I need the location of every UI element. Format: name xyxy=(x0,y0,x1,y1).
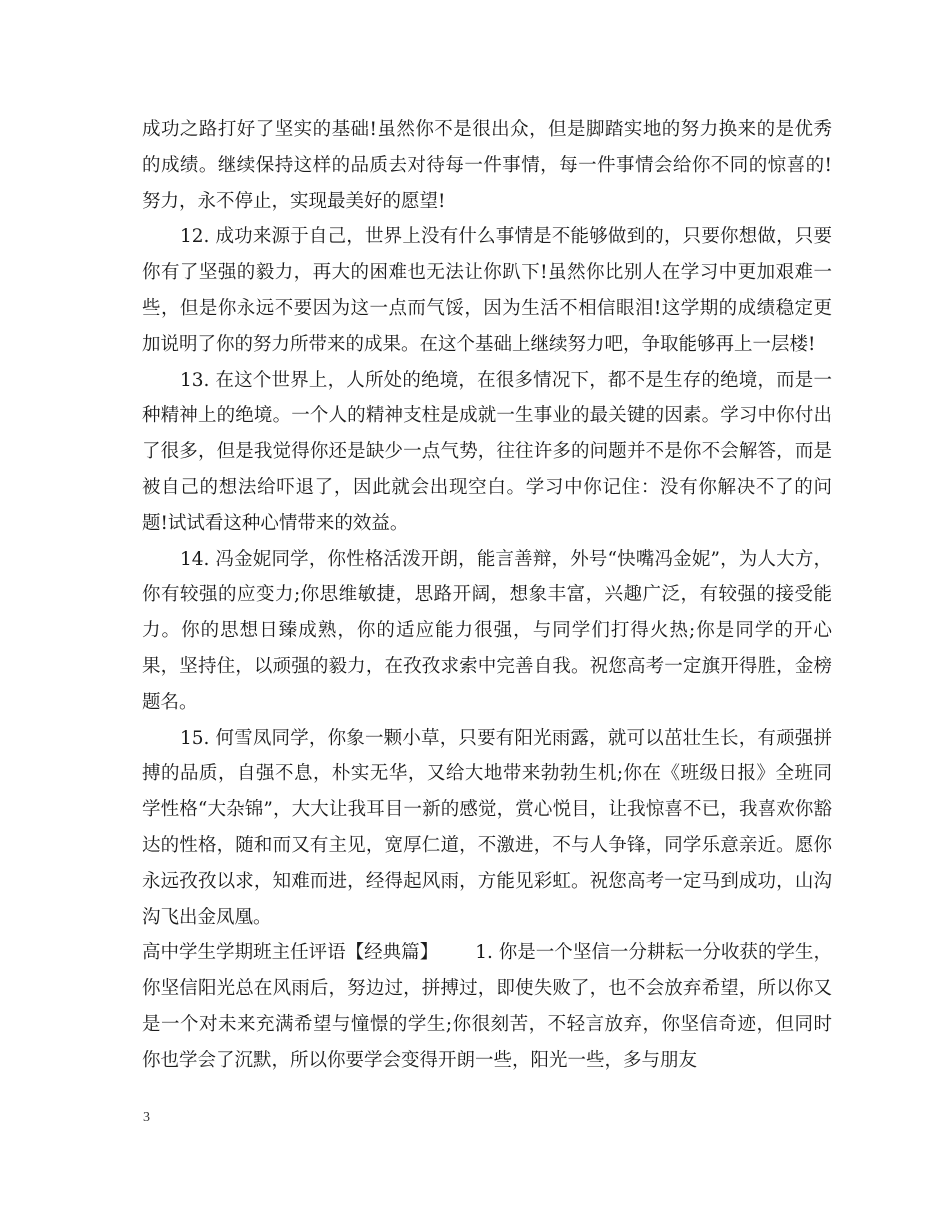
paragraph-13: 13. 在这个世界上，人所处的绝境，在很多情况下，都不是生存的绝境，而是一种精神上的绝境。一个人的精神支柱是成就一生事业的最关键的因素。学习中你付出了很多，但是我觉得你还是缺少一点气势，往往许多的问题并不是你不会解答，而是被自己的想法给吓退了，因此就会出现空白。学习中你记住：没有你解决不了的问题!试试看这种心情带来的效益。 xyxy=(142,369,832,534)
section-heading: 高中学生学期班主任评语【经典篇】 xyxy=(142,942,439,964)
paragraph-12: 12. 成功来源于自己，世界上没有什么事情是不能够做到的，只要你想做，只要你有了坚强的毅力，再大的困难也无法让你趴下!虽然你比别人在学习中更加艰难一些，但是你永远不要因为这一点而气馁，因为生活不相信眼泪!这学期的成绩稳定更加说明了你的努力所带来的成果。在这个基础上继续努力吧，争取能够再上一层楼! xyxy=(142,226,832,355)
paragraph-14: 14. 冯金妮同学，你性格活泼开朗，能言善辩，外号“快嘴冯金妮”，为人大方，你有较强的应变力;你思维敏捷，思路开阔，想象丰富，兴趣广泛，有较强的接受能力。你的思想日臻成熟，你的适应能力很强，与同学们打得火热;你是同学的开心果，坚持住，以顽强的毅力，在孜孜求索中完善自我。祝您高考一定旗开得胜，金榜题名。 xyxy=(142,548,832,713)
paragraph-1: 1. 你是一个坚信一分耕耘一分收获的学生，你坚信阳光总在风雨后，努边过，拼搏过，即使失败了，也不会放弃希望，所以你又是一个对未来充满希望与憧憬的学生;你很刻苦，不轻言放弃，你坚信奇迹，但同时你也学会了沉默，所以你要学会变得开朗一些，阳光一些，多与朋友 xyxy=(142,942,832,1071)
section-block xyxy=(142,935,832,1078)
page-number: 3 xyxy=(143,1110,150,1125)
paragraph-15: 15. 何雪凤同学，你象一颗小草，只要有阳光雨露，就可以茁壮生长，有顽强拼搏的品质，自强不息，朴实无华，又给大地带来勃勃生机;你在《班级日报》全班同学性格“大杂锦”，大大让我耳目一新的感觉，赏心悦目，让我惊喜不已，我喜欢你豁达的性格，随和而又有主见，宽厚仁道，不激进，不与人争锋，同学乐意亲近。愿你永远孜孜以求，知难而进，经得起风雨，方能见彩虹。祝您高考一定马到成功，山沟沟飞出金凤凰。 xyxy=(142,727,832,928)
paragraph-continued: 成功之路打好了坚实的基础!虽然你不是很出众，但是脚踏实地的努力换来的是优秀的成绩。继续保持这样的品质去对待每一件事情，每一件事情会给你不同的惊喜的!努力，永不停止，实现最美好的愿望! xyxy=(142,119,832,212)
body-text xyxy=(142,112,832,1079)
